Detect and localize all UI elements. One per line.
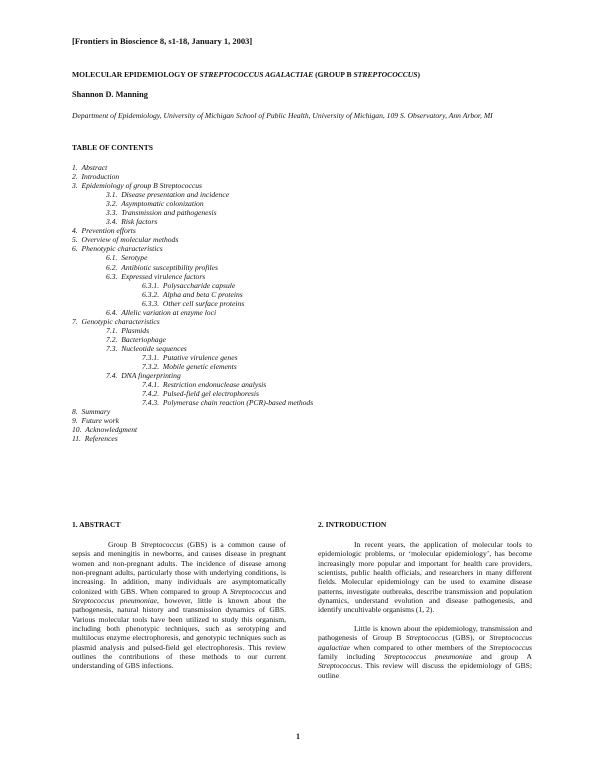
paper-title [72, 70, 420, 79]
toc-item-label: Asymptomatic colonization [121, 199, 204, 209]
abstract-italic: Streptococcus [229, 586, 273, 596]
toc-item-label: Risk factors [121, 217, 158, 227]
toc-item [72, 416, 313, 425]
toc-item [72, 335, 313, 344]
toc-item [72, 226, 313, 235]
toc-item-label: Putative virulence genes [162, 352, 238, 362]
toc-item [72, 208, 313, 217]
toc-item-label: Other cell surface proteins [162, 298, 245, 308]
toc-item-number: 7.3. [106, 343, 118, 353]
toc-item-label: Transmission and pathogenesis [121, 208, 217, 218]
toc-item [72, 380, 313, 389]
table-of-contents [72, 163, 313, 443]
toc-item-number: 7. [72, 316, 78, 326]
toc-item-number: 3.1. [106, 190, 118, 200]
intro-text: family including [318, 652, 384, 662]
toc-item [72, 190, 313, 199]
toc-item [72, 181, 313, 190]
toc-item-label: Mobile genetic elements [162, 362, 237, 372]
toc-item [72, 317, 313, 326]
abstract-paragraph [72, 540, 286, 671]
toc-item-number: 7.3.2. [142, 362, 160, 372]
abstract-text: Group B [108, 540, 141, 549]
intro-text: and group A [472, 652, 532, 662]
toc-item [72, 217, 313, 226]
toc-item [72, 434, 313, 443]
toc-item-label: Future work [81, 416, 119, 426]
toc-item-label: Bacteriophage [121, 334, 166, 344]
page-number: 1 [296, 732, 300, 741]
intro-text: when compared to other members of the [350, 642, 490, 652]
toc-item-number: 7.2. [106, 334, 118, 344]
introduction-body [318, 540, 532, 680]
intro-text: . This review will discuss the epidemiology of GBS; outline [318, 661, 532, 680]
toc-item [72, 244, 313, 253]
toc-item [72, 326, 313, 335]
toc-item-number: 4. [72, 226, 78, 236]
toc-item-label: Antibiotic susceptibility profiles [121, 262, 218, 272]
abstract-italic: Streptococcus [140, 540, 184, 549]
abstract-text: (GBS) is a common cause of sepsis and meningitis in newborns, and causes disease in pregnant women and non-pregnant adults. The incidence of disease among non-pregnant adults, particularly those with underlying conditions, is increasing. In addition, many individuals are asymptomatically colonized with GBS. When compared to group A [72, 540, 287, 596]
toc-item [72, 362, 313, 371]
author-name: Shannon D. Manning [72, 90, 148, 99]
toc-item [72, 425, 313, 434]
toc-item [72, 344, 313, 353]
title-suffix: ) [417, 70, 421, 79]
toc-item-label: Introduction [81, 172, 120, 182]
toc-item-number: 7.4.2. [142, 389, 160, 399]
toc-item-label: Expressed virulence factors [121, 271, 206, 281]
toc-item-label: Plasmids [121, 325, 150, 335]
intro-text: (GBS), or [448, 633, 490, 643]
toc-item-label: Polymerase chain reaction (PCR)-based methods [162, 398, 314, 408]
toc-item [72, 353, 313, 362]
toc-item-number: 3.2. [106, 199, 118, 209]
title-species: STREPTOCOCCUS AGALACTIAE [199, 70, 314, 79]
abstract-text: and [272, 586, 287, 596]
toc-item [72, 371, 313, 380]
toc-item-number: 7.1. [106, 325, 118, 335]
toc-item [72, 235, 313, 244]
journal-citation: [Frontiers in Bioscience 8, s1-18, January 1, 2003] [72, 36, 253, 46]
toc-item [72, 272, 313, 281]
toc-item-number: 7.4.1. [142, 380, 160, 390]
toc-item [72, 253, 313, 262]
toc-item-number: 6.2. [106, 262, 118, 272]
toc-item-number: 7.4. [106, 371, 118, 381]
toc-item [72, 199, 313, 208]
intro-italic: Streptococcus [489, 642, 532, 652]
toc-item-number: 3. [72, 181, 78, 191]
toc-item-number: 7.4.3. [142, 398, 160, 408]
toc-item-label: Nucleotide sequences [121, 343, 187, 353]
toc-item-number: 6.3.2. [142, 289, 160, 299]
abstract-body [72, 540, 286, 671]
title-genus: STREPTOCOCCUS [353, 70, 418, 79]
toc-item-label: Abstract [81, 163, 108, 172]
toc-item [72, 407, 313, 416]
toc-item-label: Genotypic characteristics [81, 316, 160, 326]
title-prefix: MOLECULAR EPIDEMIOLOGY OF [72, 70, 200, 79]
toc-item-number: 10. [72, 425, 82, 435]
toc-item-number: 6.4. [106, 307, 118, 317]
toc-item-number: 6.3.3. [142, 298, 160, 308]
toc-item-number: 11. [72, 434, 81, 444]
toc-item-label: Alpha and beta C proteins [162, 289, 243, 299]
toc-item [72, 308, 313, 317]
toc-item-label: Prevention efforts [81, 226, 136, 236]
toc-item-number: 6.1. [106, 253, 118, 263]
toc-item-label: Pulsed-field gel electrophoresis [162, 389, 259, 399]
introduction-heading: 2. INTRODUCTION [318, 520, 387, 529]
abstract-italic: Streptococcus pneumoniae [72, 596, 158, 606]
toc-item-label: Polysaccharide capsule [162, 280, 236, 290]
intro-italic: Streptococcus [318, 661, 361, 671]
toc-item-label: DNA fingerprinting [121, 371, 181, 381]
toc-item-label: Acknowledgment [85, 425, 138, 435]
intro-paragraph-2 [318, 624, 532, 680]
toc-item-label: Phenotypic characteristics [81, 244, 163, 254]
intro-paragraph-1: In recent years, the application of molecular tools to epidemiologic problems, or ‘molecular epidemiology’, has become increasingly more popular and important for health care providers, scientists, public health officials, and researchers in many different fields. Molecular epidemiology can be used to examine disease patterns, investigate outbreaks, describe transmission and population dynamics, understand evolution and disease pathogenesis, and identify uncultivable organisms (1, 2). [318, 540, 532, 615]
toc-item [72, 281, 313, 290]
toc-item-number: 6. [72, 244, 78, 254]
toc-item-label: Allelic variation at enzyme loci [121, 307, 217, 317]
toc-item-label: Serotype [121, 253, 148, 263]
toc-item-number: 3.3. [106, 208, 118, 218]
toc-item-number: 6.3. [106, 271, 118, 281]
toc-item-number: 6.3.1. [142, 280, 160, 290]
toc-item-label: Restriction endonuclease analysis [162, 380, 267, 390]
intro-italic: Streptococcus pneumoniae [383, 652, 473, 662]
toc-item-number: 9. [72, 416, 78, 426]
toc-item-number: 7.3.1. [142, 352, 160, 362]
toc-item-label: Overview of molecular methods [81, 235, 179, 245]
toc-item [72, 299, 313, 308]
toc-item [72, 398, 313, 407]
toc-item-number: 2. [72, 172, 78, 182]
toc-item-label: Summary [81, 407, 111, 417]
author-affiliation: Department of Epidemiology, University of Michigan School of Public Health, University of Michigan, 109 S. Observatory, Ann Arbor, MI [72, 111, 493, 120]
toc-item-number: 1. [72, 163, 78, 172]
title-mid: (GROUP B [313, 70, 354, 79]
toc-heading: TABLE OF CONTENTS [72, 143, 154, 152]
toc-item [72, 163, 313, 172]
toc-item [72, 172, 313, 181]
toc-item-number: 3.4. [106, 217, 118, 227]
toc-item-number: 5. [72, 235, 78, 245]
intro-italic: Streptococcus agalactiae [318, 633, 532, 652]
toc-item [72, 263, 313, 272]
intro-text: Little is known about the epidemiology, transmission and pathogenesis of Group B [318, 624, 532, 643]
toc-item [72, 290, 313, 299]
toc-item-label: References [84, 434, 118, 444]
toc-item-number: 8. [72, 407, 78, 417]
toc-item-label: Epidemiology of group B Streptococcus [81, 181, 202, 191]
abstract-heading: 1. ABSTRACT [72, 520, 121, 529]
toc-item-label: Disease presentation and incidence [121, 190, 230, 200]
toc-item [72, 389, 313, 398]
abstract-text: , however, little is known about the pathogenesis, natural history and transmission dynamics of GBS. Various molecular tools have been utilized to study this organism, including both phenotypic techniques, such as serotyping and multilocus enzyme electrophoresis, and genotypic techniques such as plasmid analysis and pulsed-field gel electrophoresis. This review outlines the contributions of these methods to our current understanding of GBS infections. [72, 596, 286, 671]
intro-italic: Streptococcus [405, 633, 449, 643]
